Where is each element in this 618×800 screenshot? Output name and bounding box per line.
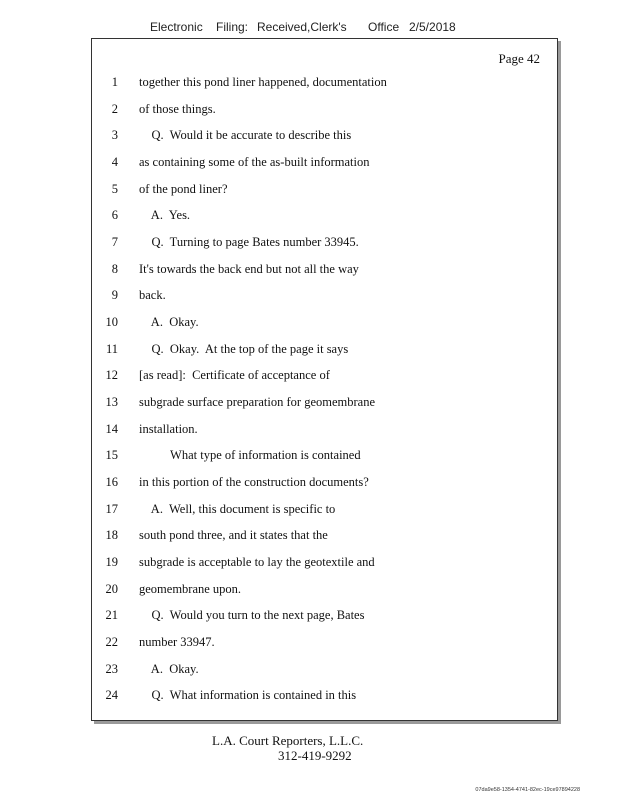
line-text: A. Okay. bbox=[139, 662, 199, 676]
line-number: 14 bbox=[105, 422, 118, 436]
line-number: 18 bbox=[105, 528, 118, 542]
transcript-line bbox=[92, 233, 557, 251]
transcript-line bbox=[92, 126, 557, 144]
line-text: of those things. bbox=[139, 102, 216, 116]
line-number: 13 bbox=[105, 395, 118, 409]
transcript-line bbox=[92, 420, 557, 438]
transcript-line bbox=[92, 686, 557, 704]
transcript-line bbox=[92, 340, 557, 358]
transcript-line bbox=[92, 446, 557, 464]
line-text: of the pond liner? bbox=[139, 182, 228, 196]
transcript-line bbox=[92, 100, 557, 118]
line-text: subgrade is acceptable to lay the geotextile and bbox=[139, 555, 375, 569]
transcript-line bbox=[92, 366, 557, 384]
line-number: 5 bbox=[111, 182, 118, 196]
line-number: 20 bbox=[105, 582, 118, 596]
transcript-line bbox=[92, 286, 557, 304]
line-text: Q. What information is contained in this bbox=[139, 688, 357, 702]
transcript-page bbox=[91, 38, 558, 721]
transcript-line bbox=[92, 153, 557, 171]
line-number: 21 bbox=[105, 608, 118, 622]
transcript-line bbox=[92, 313, 557, 331]
page-number: Page 42 bbox=[498, 51, 540, 66]
transcript-line bbox=[92, 180, 557, 198]
line-text: number 33947. bbox=[139, 635, 215, 649]
filing-stamp-part5: 2/5/2018 bbox=[409, 20, 456, 34]
line-number: 16 bbox=[105, 475, 118, 489]
line-text: It's towards the back end but not all the way bbox=[139, 262, 359, 276]
filing-stamp-part3: Received,Clerk's bbox=[257, 20, 347, 34]
transcript-line bbox=[92, 206, 557, 224]
transcript-line bbox=[92, 606, 557, 624]
filing-stamp-part4: Office bbox=[368, 20, 400, 34]
footer-company: L.A. Court Reporters, L.L.C. bbox=[212, 733, 364, 748]
line-text: Q. Okay. At the top of the page it says bbox=[139, 342, 349, 356]
transcript-line bbox=[92, 393, 557, 411]
filing-stamp-part2: Filing: bbox=[216, 20, 249, 34]
line-number: 1 bbox=[111, 75, 118, 89]
line-text: Q. Would it be accurate to describe this bbox=[139, 128, 352, 142]
transcript-line bbox=[92, 660, 557, 678]
line-text: A. Well, this document is specific to bbox=[139, 502, 336, 516]
line-number: 12 bbox=[105, 368, 118, 382]
line-text: back. bbox=[139, 288, 166, 302]
line-text: A. Yes. bbox=[139, 208, 191, 222]
line-text: What type of information is contained bbox=[139, 448, 361, 462]
line-number: 15 bbox=[105, 448, 118, 462]
line-text: installation. bbox=[139, 422, 198, 436]
transcript-line bbox=[92, 633, 557, 651]
transcript-line bbox=[92, 500, 557, 518]
line-text: subgrade surface preparation for geomembrane bbox=[139, 395, 375, 409]
line-number: 22 bbox=[105, 635, 118, 649]
line-text: A. Okay. bbox=[139, 315, 199, 329]
line-text: Q. Would you turn to the next page, Bates bbox=[139, 608, 365, 622]
line-text: [as read]: Certificate of acceptance of bbox=[139, 368, 330, 382]
line-number: 24 bbox=[105, 688, 118, 702]
line-number: 6 bbox=[111, 208, 118, 222]
transcript-line bbox=[92, 260, 557, 278]
transcript-line bbox=[92, 526, 557, 544]
transcript-line bbox=[92, 473, 557, 491]
line-number: 8 bbox=[111, 262, 118, 276]
line-text: Q. Turning to page Bates number 33945. bbox=[139, 235, 359, 249]
line-number: 17 bbox=[105, 502, 118, 516]
filing-stamp-part1: Electronic bbox=[150, 20, 203, 34]
line-text: together this pond liner happened, documentation bbox=[139, 75, 387, 89]
line-text: geomembrane upon. bbox=[139, 582, 242, 596]
line-number: 3 bbox=[111, 128, 118, 142]
line-text: south pond three, and it states that the bbox=[139, 528, 328, 542]
line-number: 4 bbox=[111, 155, 118, 169]
transcript-line bbox=[92, 580, 557, 598]
line-number: 11 bbox=[105, 342, 118, 356]
line-text: in this portion of the construction documents? bbox=[139, 475, 369, 489]
line-number: 7 bbox=[111, 235, 118, 249]
footer-phone: 312-419-9292 bbox=[278, 748, 352, 763]
transcript-line bbox=[92, 73, 557, 91]
line-number: 10 bbox=[105, 315, 118, 329]
line-text: as containing some of the as-built information bbox=[139, 155, 370, 169]
transcript-line bbox=[92, 553, 557, 571]
document-id: 07da9e58-1354-4741-82ec-19ce97894228 bbox=[475, 787, 580, 793]
line-number: 2 bbox=[111, 102, 118, 116]
line-number: 9 bbox=[111, 288, 118, 302]
line-number: 19 bbox=[105, 555, 118, 569]
line-number: 23 bbox=[105, 662, 118, 676]
